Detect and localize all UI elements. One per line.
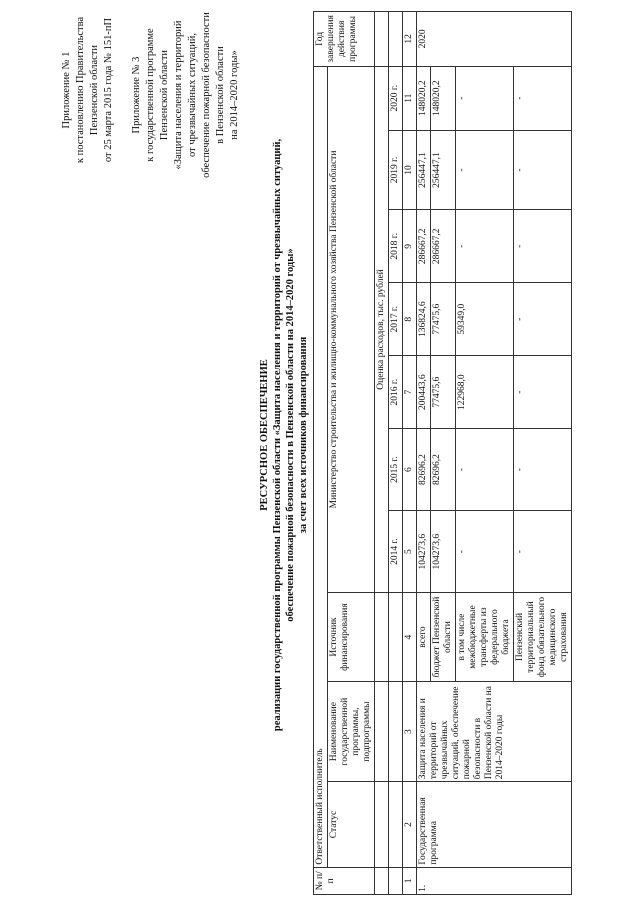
col-number: 6 xyxy=(403,429,417,511)
blank-cell xyxy=(389,681,403,781)
value-cell: - xyxy=(514,283,572,356)
value-cell: 77475,6 xyxy=(431,283,456,356)
col-number: 3 xyxy=(403,681,417,781)
blank-cell xyxy=(375,593,389,682)
blank-cell xyxy=(375,867,389,894)
col-number: 8 xyxy=(403,283,417,356)
year-header: 2017 г. xyxy=(389,283,403,356)
source-label: бюджет Пензенской области xyxy=(431,593,456,682)
resource-table xyxy=(313,11,572,895)
value-cell: - xyxy=(514,130,572,210)
header-responsible: Ответственный исполнитель xyxy=(314,66,328,867)
header-status: Статус xyxy=(328,782,375,867)
row-program-name: Защита населения и территорий от чрезвычайных ситуаций, обеспечение пожарной безопасности в Пензенской области на 2014–2020 годы xyxy=(417,681,572,781)
header-estimate-label: Оценка расходов, тыс. рублей xyxy=(375,66,389,592)
year-header: 2016 г. xyxy=(389,356,403,429)
blank-cell xyxy=(375,782,389,867)
appendix-3-line: Приложение № 3 xyxy=(131,56,142,134)
col-number: 7 xyxy=(403,356,417,429)
value-cell: - xyxy=(514,429,572,511)
blank-cell xyxy=(389,593,403,682)
appendix-3-block xyxy=(130,0,242,190)
appendix-1-line: Пензенской области xyxy=(89,44,100,136)
blank-cell xyxy=(389,12,403,67)
appendix-3-line: «Защита населения и территорий xyxy=(173,20,184,170)
appendix-3-line: Пензенской области xyxy=(159,49,170,141)
year-header: 2015 г. xyxy=(389,429,403,511)
value-cell: 200443,6 xyxy=(417,356,431,429)
value-cell: 82696,2 xyxy=(417,429,431,511)
value-cell: 286667,2 xyxy=(417,210,431,283)
header-source: Источник финансирования xyxy=(328,593,375,682)
source-label: Пензенский территориальный фонд обязательного медицинского страхования xyxy=(514,593,572,682)
col-number: 1 xyxy=(403,867,417,894)
blank-cell xyxy=(389,782,403,867)
year-header: 2018 г. xyxy=(389,210,403,283)
appendix-1-line: Приложение № 1 xyxy=(61,51,72,129)
blank-cell xyxy=(375,681,389,781)
title-line: реализации государственной программы Пензенской области «Защита населения и территорий от чрезвычайных ситуаций, xyxy=(272,138,283,732)
value-cell: - xyxy=(514,511,572,593)
header-ministry: Министерство строительства и жилищно-коммунального хозяйства Пензенской области xyxy=(328,66,375,592)
value-cell: 148020,2 xyxy=(417,66,431,130)
value-cell: 256447,1 xyxy=(417,130,431,210)
col-number: 12 xyxy=(403,12,417,67)
header-end-year: Год завершения действия программы xyxy=(314,12,375,67)
col-number: 9 xyxy=(403,210,417,283)
appendix-3-line: в Пензенской области xyxy=(215,46,226,144)
appendix-3-line: к государственной программе xyxy=(145,28,156,162)
header-num: № п/п xyxy=(314,867,375,894)
value-cell: - xyxy=(456,429,514,511)
value-cell: 77475,6 xyxy=(431,356,456,429)
value-cell: 104273,6 xyxy=(417,511,431,593)
table-row xyxy=(417,12,431,895)
year-header: 2020 г. xyxy=(389,66,403,130)
row-end-year: 2020 xyxy=(417,12,572,67)
document-title xyxy=(258,55,310,815)
col-number: 4 xyxy=(403,593,417,682)
value-cell: 136824,6 xyxy=(417,283,431,356)
value-cell: - xyxy=(456,210,514,283)
col-number: 11 xyxy=(403,66,417,130)
col-number: 10 xyxy=(403,130,417,210)
value-cell: - xyxy=(456,130,514,210)
appendix-3-line: обеспечение пожарной безопасности xyxy=(201,12,212,178)
row-status: Государственная программа xyxy=(417,782,572,867)
value-cell: - xyxy=(514,210,572,283)
source-label: всего xyxy=(417,593,431,682)
appendix-3-line: на 2014–2020 годы» xyxy=(229,50,240,140)
source-label: в том числе межбюджетные трансферты из федерального бюджета xyxy=(456,593,514,682)
value-cell: - xyxy=(514,66,572,130)
appendix-1-block xyxy=(60,0,116,185)
value-cell: 122968,0 xyxy=(456,356,514,429)
title-line: за счет всех источников финансирования xyxy=(298,336,309,534)
blank-cell xyxy=(375,12,389,67)
blank-cell xyxy=(389,867,403,894)
value-cell: 256447,1 xyxy=(431,130,456,210)
appendix-1-line: от 25 марта 2015 года № 151-пП xyxy=(103,17,114,163)
year-header: 2014 г. xyxy=(389,511,403,593)
title-line: обеспечение пожарной безопасности в Пензенской области на 2014–2020 годы» xyxy=(285,248,296,622)
title-heading: РЕСУРСНОЕ ОБЕСПЕЧЕНИЕ xyxy=(259,359,270,511)
col-number: 2 xyxy=(403,782,417,867)
value-cell: - xyxy=(456,66,514,130)
year-header: 2019 г. xyxy=(389,130,403,210)
value-cell: 286667,2 xyxy=(431,210,456,283)
value-cell: 82696,2 xyxy=(431,429,456,511)
appendix-3-line: от чрезвычайных ситуаций, xyxy=(187,33,198,157)
value-cell: 59349,0 xyxy=(456,283,514,356)
value-cell: 148020,2 xyxy=(431,66,456,130)
value-cell: - xyxy=(514,356,572,429)
value-cell: 104273,6 xyxy=(431,511,456,593)
value-cell: - xyxy=(456,511,514,593)
header-name: Наименование государственной программы, подпрограммы xyxy=(328,681,375,781)
row-num: 1. xyxy=(417,867,572,894)
appendix-1-line: к постановлению Правительства xyxy=(75,16,86,164)
col-number: 5 xyxy=(403,511,417,593)
